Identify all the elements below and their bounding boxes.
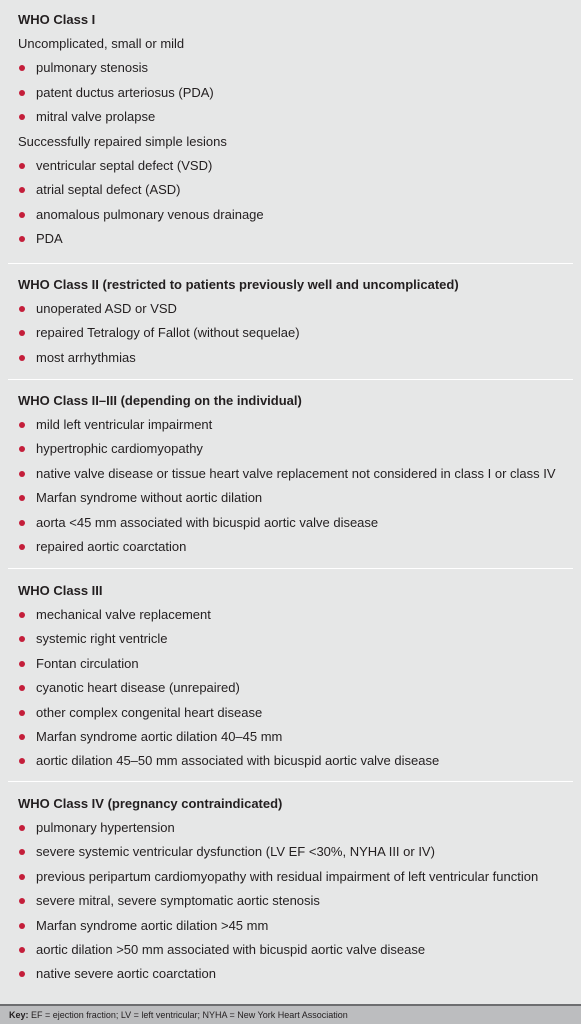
- list-item-text: Marfan syndrome aortic dilation >45 mm: [36, 917, 269, 933]
- bullet-icon: [19, 90, 25, 96]
- list-item: [18, 914, 581, 938]
- list-item: [18, 938, 581, 962]
- list-item: [18, 603, 581, 627]
- list-item-text: repaired Tetralogy of Fallot (without sequelae): [36, 325, 300, 341]
- list-item: [18, 346, 581, 370]
- list-item-text: mechanical valve replacement: [36, 607, 211, 622]
- list-item: [18, 840, 581, 864]
- bullet-icon: [19, 612, 25, 618]
- list-item-text: other complex congenital heart disease: [36, 704, 263, 720]
- key-text: EF = ejection fraction; LV = left ventricular; NYHA = New York Heart Association: [31, 1010, 348, 1020]
- list-item: [18, 701, 581, 725]
- bullet-icon: [19, 520, 25, 526]
- section-heading: WHO Class I: [18, 12, 96, 27]
- bullet-icon: [19, 971, 25, 977]
- list-item-text: pulmonary hypertension: [36, 820, 175, 835]
- bullet-icon: [19, 306, 25, 312]
- list-item-text: hypertrophic cardiomyopathy: [36, 441, 203, 457]
- list-item: [18, 105, 581, 129]
- bullet-icon: [19, 446, 25, 452]
- list-item-text: repaired aortic coarctation: [36, 538, 187, 554]
- list-item: [18, 676, 581, 700]
- list-item-text: mild left ventricular impairment: [36, 417, 213, 432]
- section-who-class-iii: [0, 579, 581, 774]
- bullet-icon: [19, 544, 25, 550]
- section-heading: WHO Class III: [18, 583, 103, 598]
- list-item: [18, 462, 581, 486]
- list-item-text: native valve disease or tissue heart valve replacement not considered in class I or class IV: [36, 465, 556, 481]
- list-item: [18, 178, 581, 202]
- list-item-text: atrial septal defect (ASD): [36, 182, 181, 198]
- bullet-icon: [19, 636, 25, 642]
- list-item-text: previous peripartum cardiomyopathy with residual impairment of left ventricular function: [36, 868, 539, 884]
- list-item-text: Fontan circulation: [36, 655, 139, 671]
- list-item: [18, 486, 581, 510]
- section-divider: [8, 781, 573, 782]
- list-item-text: PDA: [36, 231, 63, 247]
- list-item-text: Marfan syndrome without aortic dilation: [36, 490, 263, 506]
- group-subheading: Successfully repaired simple lesions: [18, 133, 227, 149]
- section-who-class-ii: [0, 273, 581, 370]
- list-item-text: unoperated ASD or VSD: [36, 301, 177, 316]
- list-item: [18, 81, 581, 105]
- bullet-icon: [19, 923, 25, 929]
- list-item-text: ventricular septal defect (VSD): [36, 157, 213, 173]
- section-divider: [8, 379, 573, 380]
- bullet-icon: [19, 685, 25, 691]
- list-item: [18, 725, 581, 749]
- list-item-text: aortic dilation 45–50 mm associated with bicuspid aortic valve disease: [36, 753, 440, 769]
- bullet-icon: [19, 212, 25, 218]
- table-key-footer: [0, 1004, 581, 1024]
- list-item-text: pulmonary stenosis: [36, 60, 148, 76]
- list-item: [18, 297, 581, 321]
- bullet-icon: [19, 330, 25, 336]
- bullet-icon: [19, 187, 25, 193]
- list-item: [18, 437, 581, 461]
- bullet-icon: [19, 947, 25, 953]
- list-item: [18, 535, 581, 559]
- list-item-text: anomalous pulmonary venous drainage: [36, 206, 264, 222]
- list-item: [18, 203, 581, 227]
- list-item: [18, 154, 581, 178]
- list-item: [18, 56, 581, 80]
- list-item-text: severe mitral, severe symptomatic aortic stenosis: [36, 893, 320, 909]
- list-item-text: aortic dilation >50 mm associated with bicuspid aortic valve disease: [36, 941, 426, 957]
- list-item: [18, 865, 581, 889]
- list-item-text: most arrhythmias: [36, 349, 136, 365]
- list-item-text: systemic right ventricle: [36, 631, 168, 647]
- list-item: [18, 321, 581, 345]
- list-item: [18, 889, 581, 913]
- list-item-text: aorta <45 mm associated with bicuspid aortic valve disease: [36, 514, 379, 530]
- bullet-icon: [19, 355, 25, 361]
- list-item: [18, 652, 581, 676]
- key-label: Key:: [9, 1010, 29, 1020]
- bullet-icon: [19, 874, 25, 880]
- list-item: [18, 749, 581, 773]
- group-subheading: Uncomplicated, small or mild: [18, 36, 185, 51]
- section-who-class-ii-iii: [0, 389, 581, 559]
- bullet-icon: [19, 65, 25, 71]
- bullet-icon: [19, 471, 25, 477]
- section-heading: WHO Class II–III (depending on the individual): [18, 393, 302, 408]
- bullet-icon: [19, 495, 25, 501]
- list-item: [18, 511, 581, 535]
- section-divider: [8, 263, 573, 264]
- list-item-text: native severe aortic coarctation: [36, 966, 216, 982]
- bullet-icon: [19, 422, 25, 428]
- list-item-text: patent ductus arteriosus (PDA): [36, 84, 214, 100]
- bullet-icon: [19, 849, 25, 855]
- bullet-icon: [19, 898, 25, 904]
- bullet-icon: [19, 163, 25, 169]
- list-item-text: cyanotic heart disease (unrepaired): [36, 680, 240, 696]
- bullet-icon: [19, 661, 25, 667]
- section-divider: [8, 568, 573, 569]
- list-item-text: Marfan syndrome aortic dilation 40–45 mm: [36, 728, 283, 744]
- bullet-icon: [19, 114, 25, 120]
- section-who-class-i: [0, 8, 581, 252]
- section-heading: WHO Class IV (pregnancy contraindicated): [18, 796, 283, 811]
- list-item: [18, 627, 581, 651]
- list-item: [18, 962, 581, 986]
- section-who-class-iv: [0, 792, 581, 987]
- list-item: [18, 816, 581, 840]
- bullet-icon: [19, 710, 25, 716]
- list-item-text: severe systemic ventricular dysfunction (LV EF <30%, NYHA III or IV): [36, 844, 435, 860]
- bullet-icon: [19, 236, 25, 242]
- section-heading: WHO Class II (restricted to patients previously well and uncomplicated): [18, 277, 459, 292]
- list-item-text: mitral valve prolapse: [36, 109, 156, 125]
- bullet-icon: [19, 758, 25, 764]
- list-item: [18, 227, 581, 251]
- list-item: [18, 413, 581, 437]
- bullet-icon: [19, 734, 25, 740]
- bullet-icon: [19, 825, 25, 831]
